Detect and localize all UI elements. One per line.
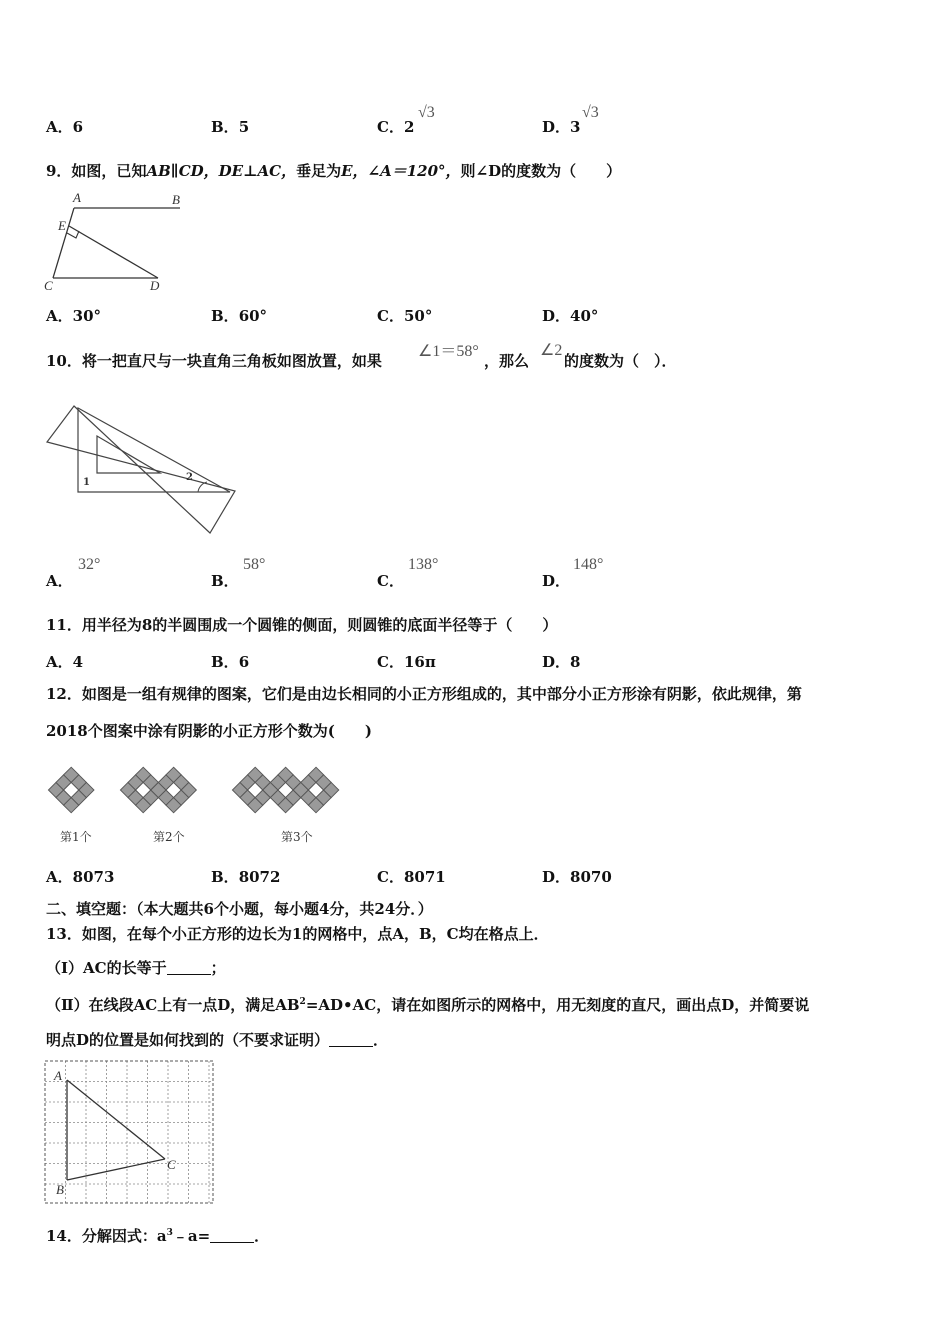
q12-pattern-figure <box>44 760 374 824</box>
line-de <box>69 226 158 278</box>
q10-stem-mid: ，那么 <box>484 352 530 370</box>
q10-option-d-letter: D． <box>542 572 571 590</box>
q11-option-d: D．8 <box>542 653 581 671</box>
q9-option-b: B．60° <box>211 307 268 325</box>
q11-stem: 11．用半径为8的半圆围成一个圆锥的侧面，则圆锥的底面半径等于（ ） <box>46 616 558 634</box>
q10-stem-post: 的度数为（ ）． <box>564 352 677 370</box>
label-a: A <box>54 1068 62 1083</box>
q10-option-c-letter: C． <box>377 572 404 590</box>
q12-option-a: A．8073 <box>46 868 115 886</box>
segment-ac <box>67 1080 165 1159</box>
q10-option-b-value: 58° <box>243 556 266 573</box>
label-b: B <box>56 1182 64 1197</box>
q10-angle2: ∠2 <box>540 342 563 359</box>
q14-stem: 14．分解因式：$a^3﹣a=$ ． <box>46 1227 270 1245</box>
q8-option-b: B．5 <box>211 118 250 136</box>
q12-caption-3: 第3个 <box>281 830 313 844</box>
q10-option-c-value: 138° <box>408 556 439 573</box>
label-b: B <box>172 192 180 207</box>
segment-bc <box>67 1159 165 1180</box>
q8-option-a: A．6 <box>46 118 84 136</box>
q9-option-c: C．50° <box>377 307 433 325</box>
q11-option-a: A．4 <box>46 653 84 671</box>
q13-part2-line1: （Ⅱ）在线段AC上有一点D，满足$AB^2=AD•AC$，请在如图所示的网格中，用无刻度的直尺，画出点D，并简要说 <box>46 996 810 1014</box>
q10-stem-pre: 10．将一把直尺与一块直角三角板如图放置，如果 <box>46 352 382 370</box>
q10-option-a-letter: A． <box>46 572 73 590</box>
ruler <box>47 406 235 533</box>
q9-option-a: A．30° <box>46 307 102 325</box>
q12-option-c: C．8071 <box>377 868 446 886</box>
q9-figure <box>40 190 200 300</box>
q8-option-c-radical: √3 <box>418 104 435 121</box>
label-c: C <box>167 1157 176 1172</box>
q10-figure <box>40 398 240 540</box>
label-d: D <box>150 278 160 293</box>
q13-stem: 13．如图，在每个小正方形的边长为1的网格中，点A，B，C均在格点上． <box>46 925 549 943</box>
q10-option-d-value: 148° <box>573 556 604 573</box>
triangle-outer <box>78 408 230 492</box>
q13-part2-line2: 明点D的位置是如何找到的（不要求证明） ． <box>46 1031 389 1049</box>
q12-caption-2: 第2个 <box>153 830 185 844</box>
q12-stem-line2: 2018个图案中涂有阴影的小正方形个数为( ) <box>46 722 372 740</box>
q13-grid-figure <box>44 1060 216 1206</box>
pattern-root <box>48 767 338 813</box>
label-1: 1 <box>83 477 90 488</box>
q8-option-d-radical: √3 <box>582 104 599 121</box>
q13-part2-blank[interactable] <box>329 1032 373 1047</box>
q8-option-c: C．2 <box>377 118 415 136</box>
q10-option-a-value: 32° <box>78 556 101 573</box>
section2-heading: 二、填空题：（本大题共6个小题，每小题4分，共24分．） <box>46 900 433 918</box>
q10-angle1: ∠1＝58° <box>418 343 479 360</box>
q11-option-c: C．16π <box>377 653 436 671</box>
q14-blank[interactable] <box>210 1228 254 1243</box>
q12-stem-line1: 12．如图是一组有规律的图案，它们是由边长相同的小正方形组成的，其中部分小正方形涂有阴影，依此规律，第 <box>46 685 802 703</box>
label-c: C <box>44 278 53 293</box>
q12-option-b: B．8072 <box>211 868 281 886</box>
label-2: 2 <box>186 472 193 483</box>
q13-part1: （Ⅰ）AC的长等于 ； <box>46 959 226 977</box>
q8-option-d: D．3 <box>542 118 581 136</box>
q9-option-d: D．40° <box>542 307 599 325</box>
q12-option-d: D．8070 <box>542 868 612 886</box>
q12-caption-1: 第1个 <box>60 830 92 844</box>
q11-option-b: B．6 <box>211 653 250 671</box>
triangle-inner <box>97 436 160 473</box>
q10-option-b-letter: B． <box>211 572 239 590</box>
label-a: A <box>73 190 81 205</box>
q13-part1-blank[interactable] <box>167 960 211 975</box>
label-e: E <box>58 218 66 233</box>
right-angle-mark <box>67 231 79 238</box>
q9-stem: 9．如图，已知AB∥CD，DE⊥AC，垂足为E，∠A＝120°，则∠D的度数为（ ） <box>46 162 622 180</box>
